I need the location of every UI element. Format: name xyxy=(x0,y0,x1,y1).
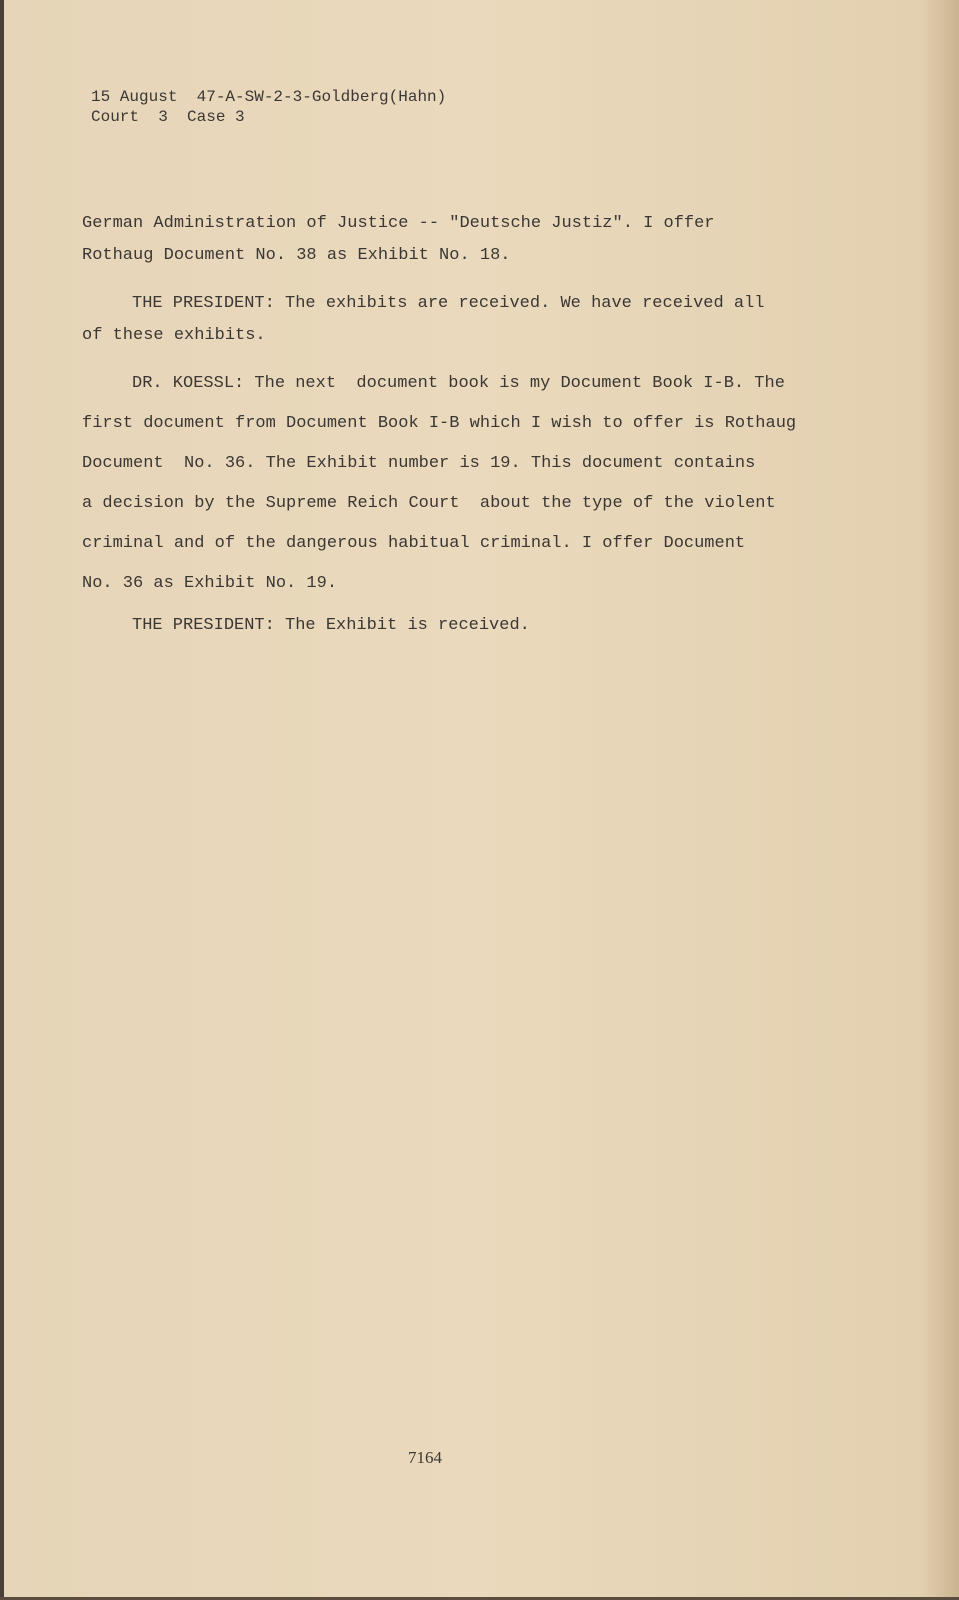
transcript-line: THE PRESIDENT: The exhibits are received. We have received all xyxy=(132,294,765,313)
transcript-line: a decision by the Supreme Reich Court about the type of the violent xyxy=(82,494,776,513)
transcript-line: No. 36 as Exhibit No. 19. xyxy=(82,574,338,593)
page-number: 7164 xyxy=(408,1448,442,1467)
page-edge xyxy=(0,0,4,1600)
transcript-line: first document from Document Book I-B which I wish to offer is Rothaug xyxy=(82,414,797,433)
transcript-line: German Administration of Justice -- "Deutsche Justiz". I offer xyxy=(82,214,715,233)
transcript-line: THE PRESIDENT: The Exhibit is received. xyxy=(132,616,530,635)
transcript-line: criminal and of the dangerous habitual criminal. I offer Document xyxy=(82,534,746,553)
header-court-case: Court 3 Case 3 xyxy=(91,108,245,126)
transcript-line: Rothaug Document No. 38 as Exhibit No. 18. xyxy=(82,246,511,265)
header-date-reference: 15 August 47-A-SW-2-3-Goldberg(Hahn) xyxy=(91,88,447,106)
transcript-line: DR. KOESSL: The next document book is my Document Book I-B. The xyxy=(132,374,785,393)
transcript-line: of these exhibits. xyxy=(82,326,266,345)
transcript-line: Document No. 36. The Exhibit number is 19. This document contains xyxy=(82,454,756,473)
